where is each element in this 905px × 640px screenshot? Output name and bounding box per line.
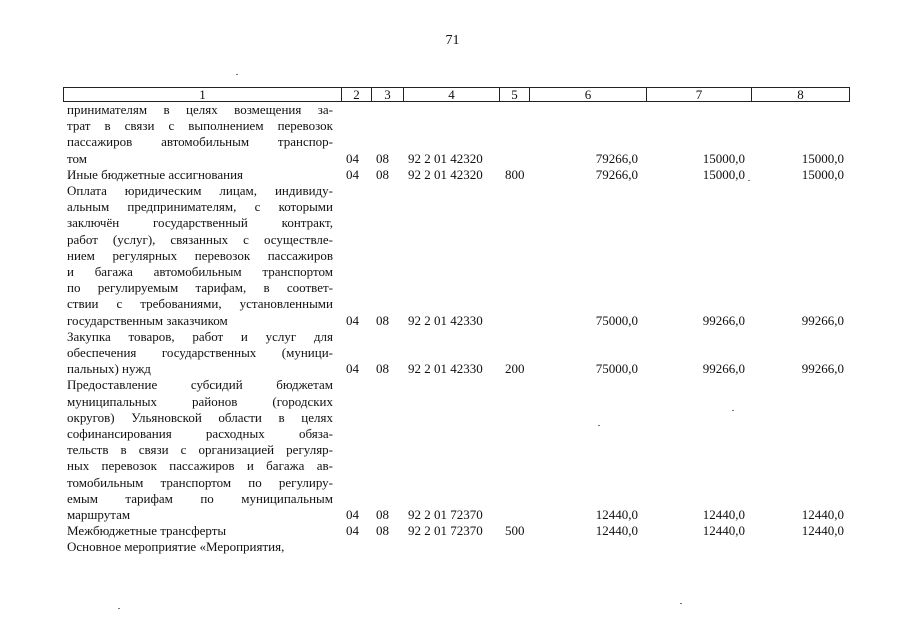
cell-c7: 99266,0	[702, 361, 745, 377]
cell-c7: 15000,0	[702, 150, 745, 166]
table-row	[0, 345, 905, 361]
cell-c4: 92 2 01 72370	[408, 523, 483, 539]
table-row	[0, 491, 905, 507]
cell-c3: 08	[376, 312, 389, 328]
header-col-5: 5	[499, 88, 529, 101]
table-row	[0, 134, 905, 150]
table-row	[0, 442, 905, 458]
cell-c8: 99266,0	[801, 312, 844, 328]
header-col-7: 7	[646, 88, 751, 101]
cell-c4: 92 2 01 42320	[408, 150, 483, 166]
row-description: трат в связи с выполнением перевозок	[67, 118, 333, 134]
cell-c7: 15000,0	[702, 166, 745, 182]
cell-c3: 08	[376, 507, 389, 522]
row-description: округов) Ульяновской области в целях	[67, 409, 333, 425]
cell-c3: 08	[376, 150, 389, 166]
cell-c6: 79266,0	[595, 150, 638, 166]
cell-c7: 12440,0	[702, 507, 745, 522]
table-row	[0, 151, 905, 167]
table-row	[0, 329, 905, 345]
row-description: пальных) нужд	[67, 361, 151, 377]
row-description: муниципальных районов (городских	[67, 393, 333, 409]
table-row	[0, 410, 905, 426]
cell-c6: 12440,0	[595, 523, 638, 539]
row-description: Иные бюджетные ассигнования	[67, 166, 244, 182]
table-row	[0, 167, 905, 183]
cell-c2: 04	[346, 166, 359, 182]
table-row	[0, 215, 905, 231]
cell-c8: 12440,0	[801, 507, 844, 522]
cell-c8: 12440,0	[801, 523, 844, 539]
row-description: Межбюджетные трансферты	[67, 523, 227, 539]
table-row	[0, 102, 905, 118]
table-row	[0, 183, 905, 199]
cell-c2: 04	[346, 150, 359, 166]
scan-speck	[732, 410, 734, 411]
table-row	[0, 377, 905, 393]
row-description: нием регулярных перевозок пассажиров	[67, 247, 333, 263]
table-row	[0, 475, 905, 491]
cell-c6: 12440,0	[595, 507, 638, 522]
cell-c4: 92 2 01 42330	[408, 361, 483, 377]
row-description: по регулируемым тарифам, в соответ-	[67, 280, 333, 296]
scan-speck	[236, 74, 238, 75]
row-description: Предоставление субсидий бюджетам	[67, 377, 333, 393]
table-row	[0, 394, 905, 410]
row-description: емым тарифам по муниципальным	[67, 490, 333, 506]
cell-c6: 75000,0	[595, 312, 638, 328]
row-description: ствии с требованиями, установленными	[67, 296, 333, 312]
cell-c6: 79266,0	[595, 166, 638, 182]
cell-c3: 08	[376, 361, 389, 377]
row-description: заключён государственный контракт,	[67, 215, 333, 231]
row-description: Основное мероприятие «Мероприятия,	[67, 539, 285, 555]
table-row	[0, 118, 905, 134]
table-row	[0, 539, 905, 555]
scan-speck	[118, 608, 120, 609]
row-description: Закупка товаров, работ и услуг для	[67, 328, 333, 344]
table-row	[0, 313, 905, 329]
cell-c5: 200	[505, 361, 525, 377]
table-row	[0, 248, 905, 264]
cell-c2: 04	[346, 523, 359, 539]
cell-c8: 15000,0	[801, 166, 844, 182]
header-col-6: 6	[529, 88, 646, 101]
table-row	[0, 523, 905, 539]
row-description: альным предпринимателям, с которыми	[67, 199, 333, 215]
table-row	[0, 361, 905, 377]
table-row	[0, 264, 905, 280]
cell-c6: 75000,0	[595, 361, 638, 377]
row-description: ных перевозок пассажиров и багажа ав-	[67, 458, 333, 474]
cell-c4: 92 2 01 42320	[408, 166, 483, 182]
header-col-8: 8	[751, 88, 849, 101]
cell-c5: 800	[505, 166, 525, 182]
table-header-row	[63, 87, 850, 102]
row-description: том	[67, 150, 87, 166]
scan-speck	[680, 603, 682, 604]
table-row	[0, 458, 905, 474]
table-row	[0, 199, 905, 215]
row-description: пассажиров автомобильным транспор-	[67, 134, 333, 150]
row-description: обеспечения государственных (муници-	[67, 345, 333, 360]
scan-speck	[598, 425, 600, 426]
table-row	[0, 426, 905, 442]
cell-c4: 92 2 01 42330	[408, 312, 483, 328]
row-description: Оплата юридическим лицам, индивиду-	[67, 183, 333, 198]
cell-c2: 04	[346, 361, 359, 377]
table-row	[0, 507, 905, 523]
row-description: маршрутам	[67, 507, 131, 522]
cell-c8: 15000,0	[801, 150, 844, 166]
row-description: принимателям в целях возмещения за-	[67, 102, 333, 117]
scan-speck	[748, 180, 750, 181]
row-description: софинансирования расходных обяза-	[67, 426, 333, 441]
cell-c4: 92 2 01 72370	[408, 507, 483, 522]
cell-c3: 08	[376, 523, 389, 539]
row-description: работ (услуг), связанных с осуществле-	[67, 231, 333, 247]
row-description: томобильным транспортом по регулиру-	[67, 474, 333, 490]
cell-c7: 99266,0	[702, 312, 745, 328]
row-description: и багажа автомобильным транспортом	[67, 264, 333, 279]
table-row	[0, 296, 905, 312]
cell-c7: 12440,0	[702, 523, 745, 539]
cell-c2: 04	[346, 507, 359, 522]
header-col-1: 1	[199, 87, 206, 102]
cell-c5: 500	[505, 523, 525, 539]
cell-c3: 08	[376, 166, 389, 182]
header-col-4: 4	[403, 88, 499, 101]
cell-c8: 99266,0	[801, 361, 844, 377]
cell-c2: 04	[346, 312, 359, 328]
header-col-2: 2	[341, 88, 371, 101]
table-row	[0, 232, 905, 248]
row-description: государственным заказчиком	[67, 312, 228, 328]
table-row	[0, 280, 905, 296]
page-number: 71	[445, 33, 460, 48]
row-description: тельств в связи с организацией регуляр-	[67, 442, 333, 458]
header-col-3: 3	[371, 88, 403, 101]
